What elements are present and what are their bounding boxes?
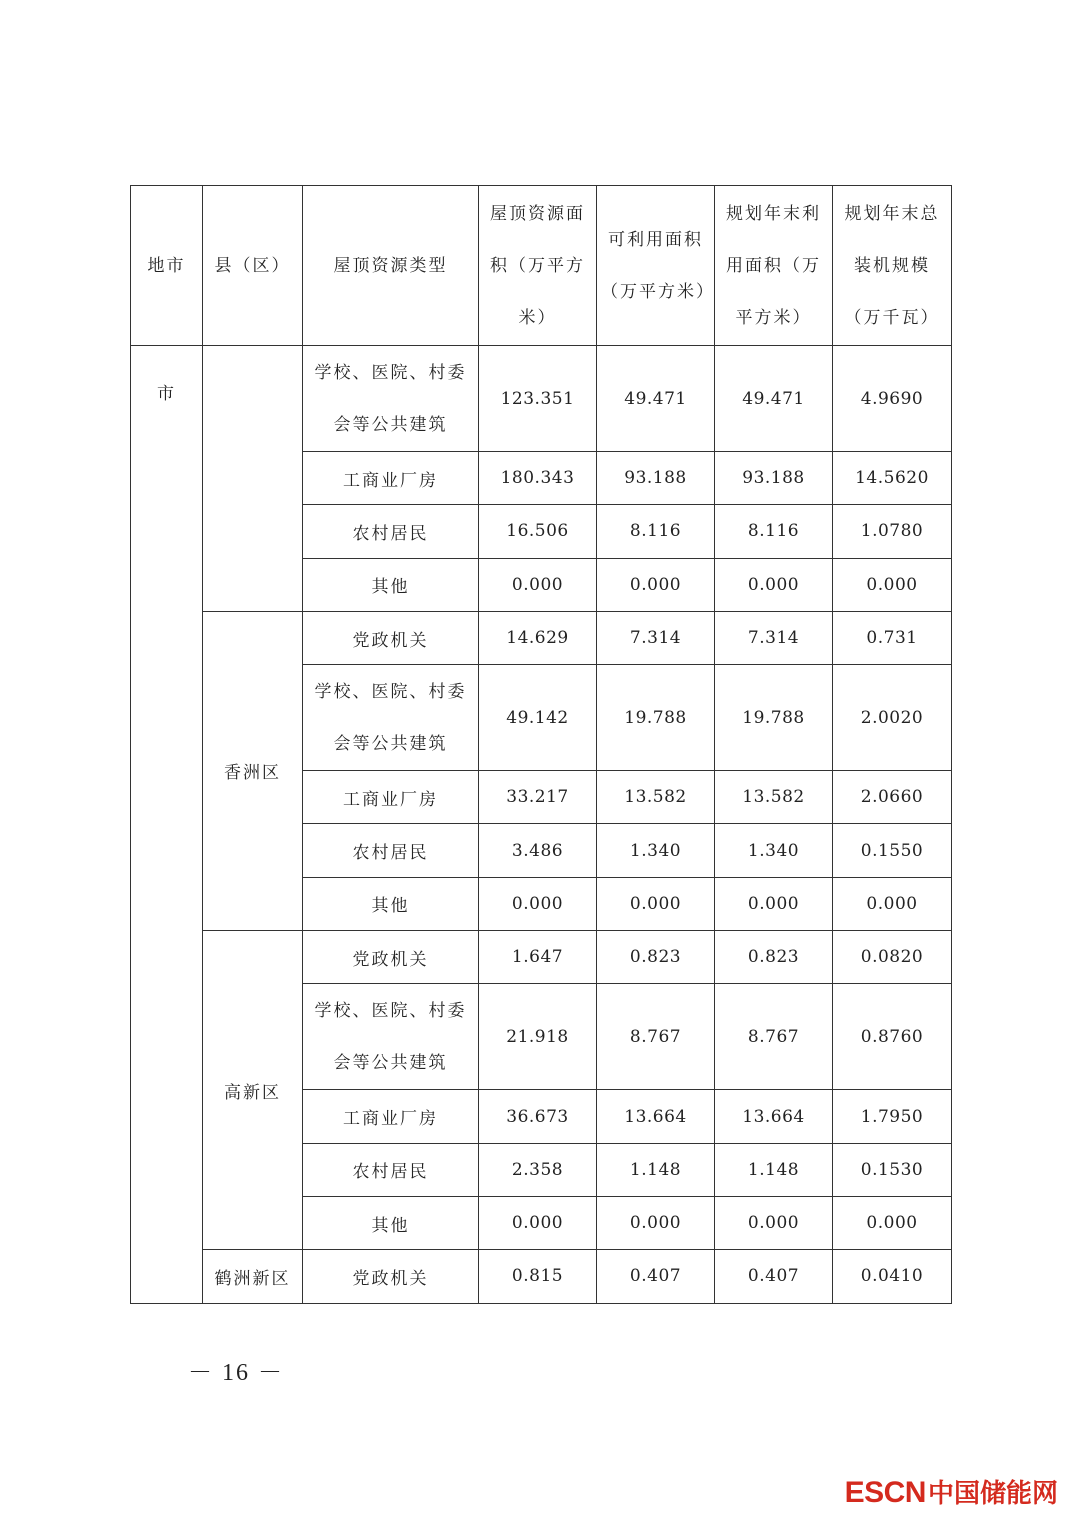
district-cell: 高新区 [203,931,303,1250]
usable-cell: 0.823 [597,931,715,984]
usable-cell: 0.000 [597,558,715,611]
planned-cell: 13.664 [715,1090,833,1143]
planned-cell: 8.767 [715,984,833,1090]
area-cell: 36.673 [479,1090,597,1143]
capacity-cell: 0.000 [833,558,952,611]
city-cell: 市 [131,346,203,1304]
capacity-cell: 2.0660 [833,771,952,824]
area-cell: 0.815 [479,1250,597,1303]
area-cell: 49.142 [479,665,597,771]
planned-cell: 7.314 [715,611,833,664]
capacity-cell: 0.1550 [833,824,952,877]
capacity-cell: 0.8760 [833,984,952,1090]
planned-cell: 1.148 [715,1143,833,1196]
planned-cell: 19.788 [715,665,833,771]
area-cell: 180.343 [479,452,597,505]
area-cell: 3.486 [479,824,597,877]
capacity-cell: 0.731 [833,611,952,664]
district-cell: 香洲区 [203,611,303,930]
usable-cell: 13.582 [597,771,715,824]
resource-type-cell: 学校、医院、村委会等公共建筑 [303,665,479,771]
usable-cell: 0.000 [597,877,715,930]
usable-cell: 0.000 [597,1196,715,1249]
district-cell: 鹤洲新区 [203,1250,303,1303]
table-row [131,611,952,664]
planned-cell: 93.188 [715,452,833,505]
usable-cell: 49.471 [597,346,715,452]
header-resource-type: 屋顶资源类型 [303,186,479,346]
resource-type-cell: 党政机关 [303,931,479,984]
capacity-cell: 0.000 [833,1196,952,1249]
table-row [131,931,952,984]
usable-cell: 0.407 [597,1250,715,1303]
capacity-cell: 4.9690 [833,346,952,452]
resource-type-cell: 工商业厂房 [303,1090,479,1143]
resource-type-cell: 其他 [303,558,479,611]
planned-cell: 0.000 [715,877,833,930]
area-cell: 123.351 [479,346,597,452]
area-cell: 16.506 [479,505,597,558]
resource-type-cell: 学校、医院、村委会等公共建筑 [303,346,479,452]
area-cell: 33.217 [479,771,597,824]
usable-cell: 1.340 [597,824,715,877]
area-cell: 0.000 [479,558,597,611]
planned-cell: 0.000 [715,558,833,611]
planned-cell: 0.000 [715,1196,833,1249]
usable-cell: 19.788 [597,665,715,771]
planned-cell: 13.582 [715,771,833,824]
planned-cell: 1.340 [715,824,833,877]
header-district: 县（区） [203,186,303,346]
planned-cell: 8.116 [715,505,833,558]
usable-cell: 7.314 [597,611,715,664]
planned-cell: 0.407 [715,1250,833,1303]
table-row [131,346,952,452]
resource-type-cell: 党政机关 [303,611,479,664]
header-usable-area: 可利用面积（万平方米） [597,186,715,346]
resource-type-cell: 党政机关 [303,1250,479,1303]
capacity-cell: 0.1530 [833,1143,952,1196]
capacity-cell: 1.0780 [833,505,952,558]
header-roof-area: 屋顶资源面积（万平方米） [479,186,597,346]
page-number: － 16 － [188,1360,284,1386]
resource-type-cell: 工商业厂房 [303,771,479,824]
resource-type-cell: 工商业厂房 [303,452,479,505]
capacity-cell: 0.0820 [833,931,952,984]
resource-type-cell: 学校、医院、村委会等公共建筑 [303,984,479,1090]
district-cell [203,346,303,612]
capacity-cell: 2.0020 [833,665,952,771]
area-cell: 0.000 [479,1196,597,1249]
escn-watermark-logo [845,1473,1058,1510]
usable-cell: 8.767 [597,984,715,1090]
logo-name: 中国储能网 [927,1478,1058,1508]
capacity-cell: 0.000 [833,877,952,930]
resource-type-cell: 农村居民 [303,824,479,877]
resource-type-cell: 其他 [303,1196,479,1249]
logo-brand: ESCN [844,1476,926,1509]
table-body [131,186,952,1304]
planned-cell: 0.823 [715,931,833,984]
header-city: 地市 [131,186,203,346]
header-planned-area: 规划年末利用面积（万平方米） [715,186,833,346]
capacity-cell: 14.5620 [833,452,952,505]
usable-cell: 1.148 [597,1143,715,1196]
area-cell: 1.647 [479,931,597,984]
resource-type-cell: 农村居民 [303,505,479,558]
capacity-cell: 0.0410 [833,1250,952,1303]
area-cell: 14.629 [479,611,597,664]
usable-cell: 13.664 [597,1090,715,1143]
resource-type-cell: 农村居民 [303,1143,479,1196]
usable-cell: 8.116 [597,505,715,558]
table-header-row [131,186,952,346]
area-cell: 21.918 [479,984,597,1090]
area-cell: 2.358 [479,1143,597,1196]
planned-cell: 49.471 [715,346,833,452]
capacity-cell: 1.7950 [833,1090,952,1143]
resource-type-cell: 其他 [303,877,479,930]
header-capacity: 规划年末总装机规模（万千瓦） [833,186,952,346]
usable-cell: 93.188 [597,452,715,505]
rooftop-resource-table [130,185,952,1304]
table-row [131,1250,952,1303]
area-cell: 0.000 [479,877,597,930]
